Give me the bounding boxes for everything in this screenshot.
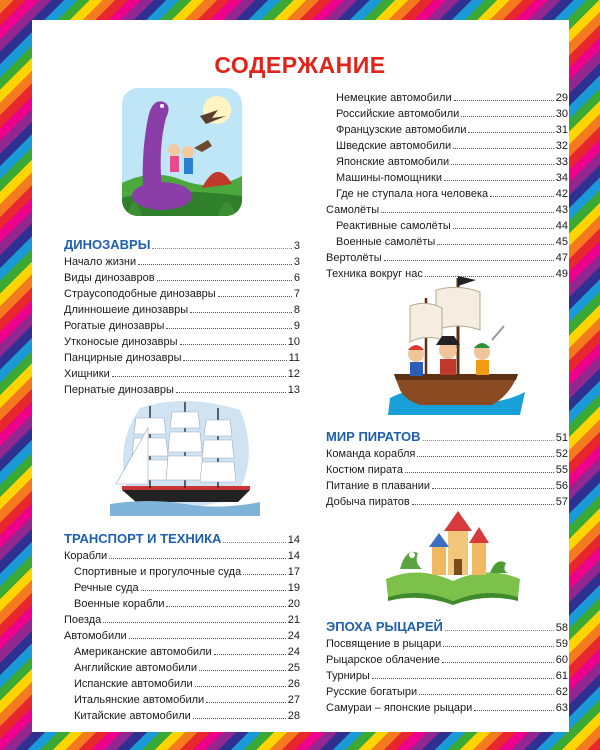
toc-page-number: 7 [293, 288, 300, 300]
toc-page-number: 14 [287, 534, 300, 546]
toc-entry-label: Речные суда [74, 582, 139, 594]
toc-leader-dots [381, 212, 554, 213]
toc-section-heading [64, 526, 300, 546]
toc-leader-dots [166, 606, 285, 607]
castle-book-illustration [378, 507, 528, 607]
toc-leader-dots [109, 558, 286, 559]
toc-entry-label: Английские автомобили [74, 662, 197, 674]
toc-page-number: 62 [555, 686, 568, 698]
toc-entry-label: Спортивные и прогулочные суда [74, 566, 242, 578]
toc-leader-dots [138, 264, 292, 265]
toc-leader-dots [453, 228, 554, 229]
toc-entry-label: Костюм пирата [326, 464, 403, 476]
toc-entry-label: Турниры [326, 670, 370, 682]
toc-entry [326, 666, 568, 682]
toc-leader-dots [412, 504, 554, 505]
toc-entry-label: Военные самолёты [336, 236, 436, 248]
toc-page-number: 12 [287, 368, 300, 380]
toc-page-number: 61 [555, 670, 568, 682]
toc-entry [326, 120, 568, 136]
toc-leader-dots [453, 148, 554, 149]
toc-page-number: 58 [555, 622, 568, 634]
toc-page-number: 8 [293, 304, 300, 316]
toc-knights [326, 614, 568, 714]
toc-entry-label: Самураи – японские рыцари [326, 702, 473, 714]
toc-page-number: 55 [555, 464, 568, 476]
toc-entry-label: Хищники [64, 368, 110, 380]
toc-entry-label: Вертолёты [326, 252, 382, 264]
sailing-ship-illustration [110, 398, 260, 516]
toc-dinosaurs [64, 232, 300, 396]
toc-page-number: 45 [555, 236, 568, 248]
toc-leader-dots [193, 718, 286, 719]
toc-entry-label: ЭПОХА РЫЦАРЕЙ [326, 619, 443, 634]
toc-page-number: 21 [287, 614, 300, 626]
toc-leader-dots [176, 392, 286, 393]
toc-page-number: 47 [555, 252, 568, 264]
toc-page-number: 25 [287, 662, 300, 674]
toc-entry [326, 88, 568, 104]
toc-entry [326, 232, 568, 248]
toc-leader-dots [461, 116, 553, 117]
toc-leader-dots [419, 694, 554, 695]
toc-entry [64, 316, 300, 332]
toc-entry-label: Китайские автомобили [74, 710, 191, 722]
toc-page-number: 43 [555, 204, 568, 216]
toc-leader-dots [425, 276, 554, 277]
toc-page-number: 27 [287, 694, 300, 706]
toc-page-number: 59 [555, 638, 568, 650]
toc-leader-dots [199, 670, 286, 671]
toc-page-number: 17 [287, 566, 300, 578]
toc-entry-label: Команда корабля [326, 448, 416, 460]
toc-page-number: 33 [555, 156, 568, 168]
toc-entry-label: Французские автомобили [336, 124, 467, 136]
toc-page-number: 13 [287, 384, 300, 396]
toc-entry-label: Самолёты [326, 204, 380, 216]
toc-entry-label: Добыча пиратов [326, 496, 410, 508]
toc-page-number: 11 [288, 352, 300, 364]
toc-page-number: 56 [555, 480, 568, 492]
toc-entry [326, 460, 568, 476]
toc-page-number: 26 [287, 678, 300, 690]
dinosaur-illustration [122, 88, 242, 216]
toc-page-number: 30 [555, 108, 568, 120]
toc-entry [64, 610, 300, 626]
toc-leader-dots [432, 488, 554, 489]
toc-leader-dots [442, 662, 554, 663]
toc-leader-dots [129, 638, 286, 639]
toc-entry [64, 674, 300, 690]
toc-page-number: 14 [287, 550, 300, 562]
toc-transport [64, 526, 300, 722]
toc-page-number: 42 [555, 188, 568, 200]
toc-entry [64, 562, 300, 578]
toc-entry [64, 380, 300, 396]
toc-entry-label: Страусоподобные динозавры [64, 288, 216, 300]
toc-page-number: 51 [555, 432, 568, 444]
toc-entry [64, 546, 300, 562]
toc-entry-label: Реактивные самолёты [336, 220, 451, 232]
toc-entry [64, 364, 300, 380]
toc-entry [326, 168, 568, 184]
toc-leader-dots [166, 328, 291, 329]
toc-entry-label: Машины-помощники [336, 172, 442, 184]
toc-page-number: 52 [555, 448, 568, 460]
toc-entry-label: Где не ступала нога человека [336, 188, 489, 200]
toc-leader-dots [218, 296, 292, 297]
toc-section-heading [64, 232, 300, 252]
toc-leader-dots [372, 678, 554, 679]
toc-entry-label: Американские автомобили [74, 646, 212, 658]
toc-leader-dots [103, 622, 286, 623]
toc-entry-label: Пернатые динозавры [64, 384, 174, 396]
toc-leader-dots [214, 654, 286, 655]
toc-leader-dots [243, 574, 286, 575]
toc-entry [64, 658, 300, 674]
toc-leader-dots [206, 702, 286, 703]
toc-entry-label: Утконосые динозавры [64, 336, 178, 348]
toc-leader-dots [445, 630, 554, 631]
pirate-ship-illustration [380, 270, 530, 420]
toc-entry [64, 594, 300, 610]
toc-entry [326, 650, 568, 666]
toc-page-number: 44 [555, 220, 568, 232]
toc-entry [326, 248, 568, 264]
toc-entry-label: Испанские автомобили [74, 678, 193, 690]
toc-entry-label: Японские автомобили [336, 156, 450, 168]
toc-page-number: 29 [555, 92, 568, 104]
toc-leader-dots [454, 100, 554, 101]
toc-page-number: 49 [555, 268, 568, 280]
toc-entry [326, 444, 568, 460]
toc-leader-dots [180, 344, 286, 345]
toc-page-number: 32 [555, 140, 568, 152]
toc-page-number: 28 [287, 710, 300, 722]
toc-entry-label: Немецкие автомобили [336, 92, 452, 104]
toc-leader-dots [405, 472, 554, 473]
page-title: СОДЕРЖАНИЕ [214, 52, 386, 78]
toc-leader-dots [423, 440, 554, 441]
toc-entry-label: Длинношеие динозавры [64, 304, 189, 316]
toc-page-number: 24 [287, 630, 300, 642]
toc-entry [64, 642, 300, 658]
toc-entry-label: Посвящение в рыцари [326, 638, 442, 650]
toc-entry [64, 268, 300, 284]
toc-entry [326, 698, 568, 714]
toc-entry-label: Автомобили [64, 630, 127, 642]
toc-leader-dots [437, 244, 553, 245]
toc-entry [326, 104, 568, 120]
toc-page-number: 6 [293, 272, 300, 284]
toc-entry-label: ДИНОЗАВРЫ [64, 237, 151, 252]
toc-entry-label: Военные корабли [74, 598, 165, 610]
toc-leader-dots [195, 686, 286, 687]
toc-leader-dots [190, 312, 292, 313]
toc-entry-label: МИР ПИРАТОВ [326, 429, 421, 444]
toc-entry-label: Техника вокруг нас [326, 268, 423, 280]
toc-leader-dots [112, 376, 286, 377]
toc-leader-dots [451, 164, 554, 165]
toc-entry [326, 200, 568, 216]
toc-leader-dots [443, 646, 554, 647]
toc-entry-label: ТРАНСПОРТ И ТЕХНИКА [64, 531, 222, 546]
toc-entry-label: Корабли [64, 550, 108, 562]
toc-section-heading [326, 614, 568, 634]
toc-leader-dots [384, 260, 554, 261]
toc-entry [64, 690, 300, 706]
toc-entry-label: Российские автомобили [336, 108, 460, 120]
toc-page-number: 60 [555, 654, 568, 666]
toc-entry-label: Поезда [64, 614, 102, 626]
toc-entry [64, 578, 300, 594]
toc-entry [326, 136, 568, 152]
toc-entry [64, 332, 300, 348]
toc-entry [326, 492, 568, 508]
toc-section-heading [326, 424, 568, 444]
toc-leader-dots [468, 132, 553, 133]
toc-page-number: 24 [287, 646, 300, 658]
toc-page-number: 19 [287, 582, 300, 594]
toc-entry-label: Панцирные динозавры [64, 352, 182, 364]
toc-leader-dots [141, 590, 286, 591]
toc-entry [326, 216, 568, 232]
toc-entry [326, 184, 568, 200]
toc-leader-dots [474, 710, 553, 711]
toc-transport-continued [326, 88, 568, 280]
toc-entry-label: Питание в плавании [326, 480, 431, 492]
toc-entry [64, 706, 300, 722]
toc-entry-label: Шведские автомобили [336, 140, 452, 152]
toc-entry [64, 284, 300, 300]
toc-entry-label: Рогатые динозавры [64, 320, 165, 332]
toc-entry-label: Итальянские автомобили [74, 694, 205, 706]
toc-page-number: 3 [293, 256, 300, 268]
toc-entry-label: Рыцарское облачение [326, 654, 440, 666]
toc-entry-label: Начало жизни [64, 256, 137, 268]
toc-page-number: 10 [287, 336, 300, 348]
toc-leader-dots [152, 248, 291, 249]
toc-leader-dots [490, 196, 554, 197]
toc-page-number: 57 [555, 496, 568, 508]
toc-entry [326, 264, 568, 280]
toc-entry [326, 634, 568, 650]
toc-leader-dots [223, 542, 285, 543]
toc-page-number: 34 [555, 172, 568, 184]
toc-entry [64, 348, 300, 364]
toc-leader-dots [183, 360, 286, 361]
toc-entry [64, 252, 300, 268]
toc-entry [64, 300, 300, 316]
toc-entry [326, 152, 568, 168]
toc-leader-dots [157, 280, 292, 281]
toc-pirates [326, 424, 568, 508]
toc-page-number: 9 [293, 320, 300, 332]
toc-leader-dots [444, 180, 554, 181]
toc-entry [64, 626, 300, 642]
toc-entry-label: Виды динозавров [64, 272, 155, 284]
toc-leader-dots [417, 456, 553, 457]
toc-page-number: 3 [293, 240, 300, 252]
toc-entry-label: Русские богатыри [326, 686, 418, 698]
toc-page-number: 20 [287, 598, 300, 610]
toc-page-number: 63 [555, 702, 568, 714]
toc-entry [326, 682, 568, 698]
toc-entry [326, 476, 568, 492]
toc-page-number: 31 [555, 124, 568, 136]
